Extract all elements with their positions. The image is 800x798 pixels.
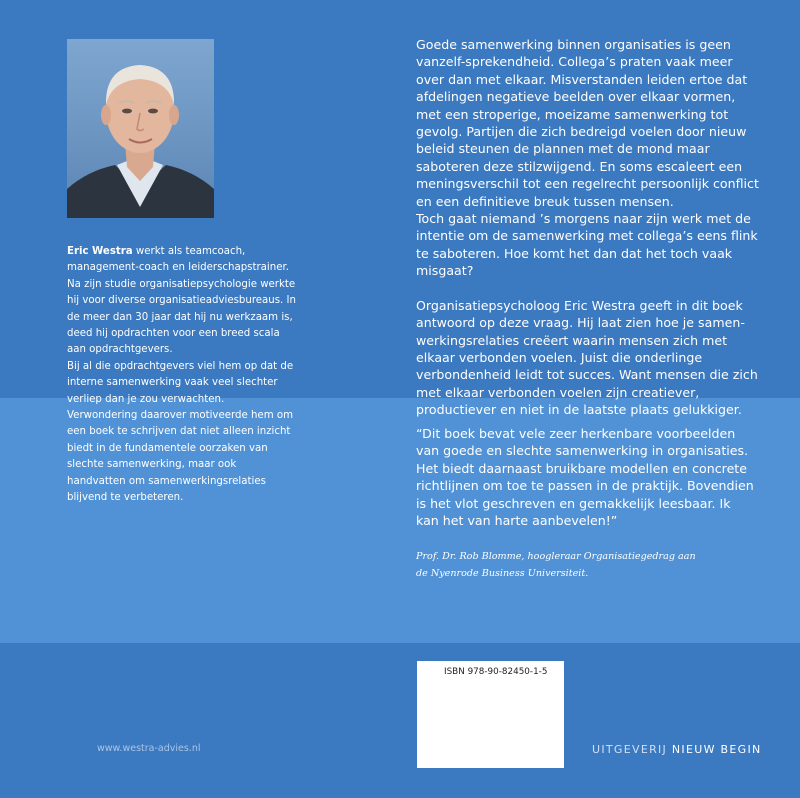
website-link[interactable]: www.westra-advies.nl bbox=[97, 743, 201, 754]
publisher-name-prefix: UITGEVERIJ bbox=[592, 743, 672, 756]
bottom-band bbox=[0, 643, 800, 798]
author-bio bbox=[67, 244, 297, 507]
author-bio-text: werkt als teamcoach, management-coach en leiderschapstrainer. Na zijn studie organisatiepsychologie werkte hij voor diverse organisatieadviesbureaus. In de meer dan 30 jaar dat hij nu werkzaam is, deed hij opdrachten voor een breed scala aan opdrachtgevers. bbox=[67, 246, 296, 356]
author-photo bbox=[67, 39, 214, 218]
publisher-logo bbox=[592, 743, 762, 756]
author-name: Eric Westra bbox=[67, 246, 133, 257]
publisher-name: NIEUW BEGIN bbox=[671, 743, 762, 756]
book-blurb bbox=[416, 36, 761, 419]
blurb-paragraph-1 bbox=[416, 36, 761, 280]
quote-attribution bbox=[416, 548, 716, 582]
blurb-paragraph-1a: Goede samenwerking binnen organisaties is geen vanzelf-sprekendheid. Collega’s praten vaak meer over dan met elkaar. Misverstanden leiden ertoe dat afdelingen negatieve beelden over elkaar vormen, met een stroperige, moeizame samenwerking tot gevolg. Partijen die zich bedreigd voelen door nieuw beleid steunen de plannen met de mond maar saboteren deze stilzwijgend. En soms escaleert een meningsverschil tot een regelrecht persoonlijk conflict en een definitieve breuk tussen mensen. bbox=[416, 37, 759, 209]
blurb-paragraph-1b: Toch gaat niemand ’s morgens naar zijn werk met de intentie om de samenwerking met collega’s eens flink te saboteren. Hoe komt het dan dat het toch vaak misgaat? bbox=[416, 211, 758, 279]
blurb-paragraph-2: Organisatiepsycholoog Eric Westra geeft in dit boek antwoord op deze vraag. Hij laat zien hoe je samen-werkingsrelaties creëert waarin mensen zich met elkaar verbonden voelen. Juist die onderlinge verbondenheid leidt tot succes. Want mensen die zich met elkaar verbonden voelen zijn creatiever, productiever en niet in de laatste plaats gelukkiger. bbox=[416, 297, 758, 418]
isbn-number: ISBN 978-90-82450-1-5 bbox=[444, 667, 548, 677]
author-bio-paragraph bbox=[67, 244, 297, 359]
quote-attribution-line-2: de Nyenrode Business Universiteit. bbox=[416, 568, 589, 579]
endorsement-quote bbox=[416, 425, 756, 529]
barcode-box bbox=[417, 661, 564, 768]
quote-text: “Dit boek bevat vele zeer herkenbare voorbeelden van goede en slechte samenwerking in organisaties. Het biedt daarnaast bruikbare modellen en concrete richtlijnen om toe te passen in de praktijk. Bovendien is het vlot geschreven en gemakkelijk leesbaar. Ik kan het van harte aanbevelen!” bbox=[416, 426, 754, 529]
quote-attribution-line-1: Prof. Dr. Rob Blomme, hoogleraar Organisatiegedrag aan bbox=[416, 551, 696, 562]
author-bio-paragraph-2: Bij al die opdrachtgevers viel hem op dat de interne samenwerking vaak veel slechter verliep dan je zou verwachten. Verwondering daarover motiveerde hem om een boek te schrijven dat niet alleen inzicht biedt in de fundamentele oorzaken van slechte samenwerking, maar ook handvatten om samenwerkingsrelaties blijvend te verbeteren. bbox=[67, 360, 294, 504]
